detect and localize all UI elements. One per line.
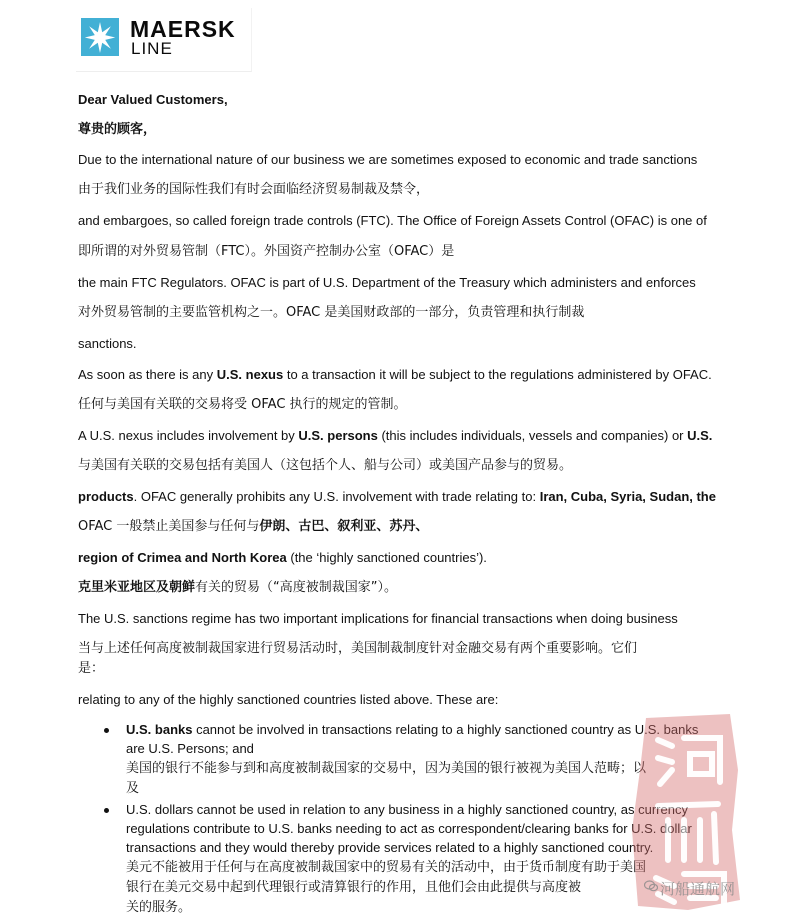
bullet-1-english-line-1: U.S. banks cannot be involved in transactions relating to a highly sanctioned country as U.S. banks — [126, 722, 699, 737]
paragraph-6-chinese: 与美国有关联的交易包括有美国人（这包括个人、船与公司）或美国产品参与的贸易。 — [78, 458, 573, 473]
paragraph-3-chinese: 对外贸易管制的主要监管机构之一。OFAC 是美国财政部的一部分，负责管理和执行制裁 — [78, 305, 585, 320]
logo-wordmark-line: LINE — [131, 39, 173, 58]
paragraph-5-english: As soon as there is any U.S. nexus to a transaction it will be subject to the regulations administered by OFAC. — [78, 367, 712, 382]
paragraph-10-english: relating to any of the highly sanctioned countries listed above. These are: — [78, 692, 499, 707]
seven-pointed-star-icon — [81, 18, 119, 56]
paragraph-9-english: The U.S. sanctions regime has two important implications for financial transactions when doing business — [78, 611, 678, 626]
paragraph-2-english: and embargoes, so called foreign trade controls (FTC). The Office of Foreign Assets Control (OFAC) is one of — [78, 213, 707, 228]
bullet-1-chinese-line-2: 及 — [126, 781, 140, 796]
paragraph-9-chinese-line-2: 是： — [78, 661, 105, 676]
bullet-2-english-line-1: U.S. dollars cannot be used in relation to any business in a highly sanctioned country, as currency — [126, 802, 688, 817]
bullet-1-english-line-2: are U.S. Persons; and — [126, 741, 254, 756]
paragraph-3-english: the main FTC Regulators. OFAC is part of U.S. Department of the Treasury which administers and enforces — [78, 275, 696, 290]
paragraph-8-chinese: 克里米亚地区及朝鲜有关的贸易（“高度被制裁国家”）。 — [78, 580, 397, 595]
bullet-1-chinese-line-1: 美国的银行不能参与到和高度被制裁国家的交易中，因为美国的银行被视为美国人范畴；以 — [126, 761, 647, 776]
bullet-2-english-line-3: transactions and they would thereby provide services related to a highly sanctioned country. — [126, 840, 654, 855]
paragraph-7-chinese: OFAC 一般禁止美国参与任何与伊朗、古巴、叙利亚、苏丹、 — [78, 519, 429, 534]
paragraph-8-english: region of Crimea and North Korea (the ‘highly sanctioned countries’). — [78, 550, 487, 565]
bullet-point-1 — [104, 728, 109, 733]
maersk-line-logo — [76, 8, 252, 72]
paragraph-5-chinese: 任何与美国有关联的交易将受 OFAC 执行的规定的管制。 — [78, 397, 407, 412]
bullet-point-2 — [104, 808, 109, 813]
paragraph-9-chinese-line-1: 当与上述任何高度被制裁国家进行贸易活动时，美国制裁制度针对金融交易有两个重要影响。它们 — [78, 641, 638, 656]
paragraph-6-english: A U.S. nexus includes involvement by U.S. persons (this includes individuals, vessels and companies) or U.S. — [78, 428, 713, 443]
paragraph-4-english: sanctions. — [78, 336, 137, 351]
paragraph-7-english: products. OFAC generally prohibits any U.S. involvement with trade relating to: Iran, Cuba, Syria, Sudan, the — [78, 489, 716, 504]
bullet-2-chinese-line-3: 关的服务。 — [126, 900, 192, 915]
paragraph-1-english: Due to the international nature of our business we are sometimes exposed to economic and trade sanctions — [78, 152, 698, 167]
paragraph-2-chinese: 即所谓的对外贸易管制（FTC）。外国资产控制办公室（OFAC）是 — [78, 244, 455, 259]
greeting-chinese: 尊贵的顾客， — [78, 122, 157, 137]
greeting-english: Dear Valued Customers, — [78, 92, 228, 107]
bullet-2-chinese-line-1: 美元不能被用于任何与在高度被制裁国家中的贸易有关的活动中，由于货币制度有助于美国 — [126, 860, 647, 875]
paragraph-1-chinese: 由于我们业务的国际性我们有时会面临经济贸易制裁及禁令， — [78, 182, 430, 197]
wechat-icon — [644, 880, 658, 892]
watermark-caption: 河船通航网 — [660, 880, 736, 898]
bullet-2-english-line-2: regulations contribute to U.S. banks needing to act as correspondent/clearing banks for U.S. dollar — [126, 821, 692, 836]
logo-wordmark-maersk: MAERSK — [130, 16, 236, 42]
bullet-2-chinese-line-2: 银行在美元交易中起到代理银行或清算银行的作用，且他们会由此提供与高度被 — [126, 880, 582, 895]
